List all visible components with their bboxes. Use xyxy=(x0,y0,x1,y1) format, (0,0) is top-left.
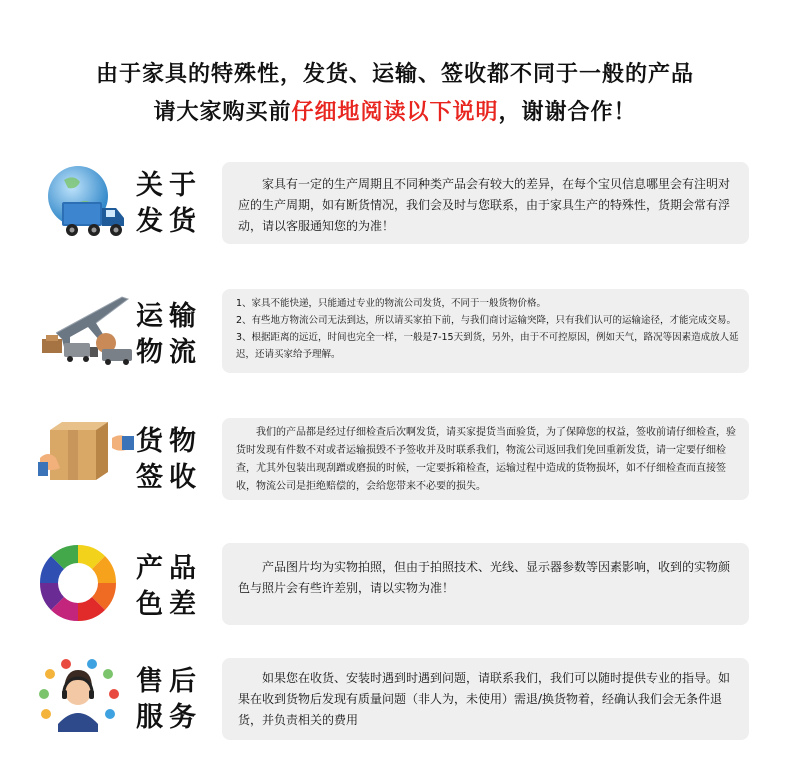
airplane-cargo-icon xyxy=(36,289,136,389)
section-title xyxy=(136,664,206,736)
info-text-1: 1、家具不能快递，只能通过专业的物流公司发货，不同于一般货物价格。 xyxy=(236,298,547,309)
page-header xyxy=(0,58,790,130)
title-bottom: 服务 xyxy=(136,702,202,733)
package-handover-icon xyxy=(36,418,136,518)
info-box xyxy=(222,658,749,740)
section-title xyxy=(136,424,206,496)
section-receipt xyxy=(0,418,790,518)
title-bottom: 色差 xyxy=(136,589,202,620)
info-box xyxy=(222,289,749,373)
info-text-2: 2、有些地方物流公司无法到达，所以请买家拍下前，与我们商讨运输突降，只有我们认可的运输途径，才能完成交易。 xyxy=(236,315,737,326)
info-text: 产品图片均为实物拍照，但由于拍照技术、光线、显示器参数等因素影响，收到的实物颜色与照片会有些许差别，请以实物为准！ xyxy=(238,560,731,595)
section-after-sales xyxy=(0,658,790,758)
title-top: 产品 xyxy=(136,553,202,584)
title-bottom: 发货 xyxy=(136,206,202,237)
title-bottom: 签收 xyxy=(136,462,202,493)
title-bottom: 物流 xyxy=(136,337,202,368)
color-wheel-icon xyxy=(36,543,136,643)
info-text: 我们的产品都是经过仔细检查后次啊发货，请买家提货当面验货，为了保障您的权益，签收前请仔细检查，验货时发现有件数不对或者运输损毁不予签收并及时联系我们，物流公司返回我们免回重新发货，请一定要仔细检查，尤其外包装出现刮蹭或磨损的时候，一定要拆箱检查，运输过程中造成的货物损坏，如不仔细检查而直接签收，物流公司是拒绝赔偿的，会给您带来不必要的损失。 xyxy=(236,427,736,492)
delivery-truck-globe-icon xyxy=(36,162,136,262)
title-top: 关于 xyxy=(136,170,202,201)
section-logistics xyxy=(0,289,790,389)
info-box xyxy=(222,543,749,625)
header-line-2 xyxy=(0,96,790,130)
title-top: 货物 xyxy=(136,426,202,457)
section-title xyxy=(136,299,206,371)
section-title xyxy=(136,168,206,240)
info-box xyxy=(222,162,749,244)
info-text: 如果您在收货、安装时遇到时遇到问题，请联系我们，我们可以随时提供专业的指导。如果在收到货物后发现有质量问题（非人为，未使用）需退/换货物着，经确认我们会无条件退货，并负责相关的费用 xyxy=(238,671,731,727)
header-line-2-suffix: ，谢谢合作！ xyxy=(498,100,637,125)
header-highlight: 仔细地阅读以下说明 xyxy=(291,100,499,125)
header-line-2-prefix: 请大家购买前 xyxy=(153,100,292,125)
title-top: 运输 xyxy=(136,301,202,332)
info-box xyxy=(222,418,749,500)
header-line-1: 由于家具的特殊性，发货、运输、签收都不同于一般的产品 xyxy=(95,62,694,87)
title-top: 售后 xyxy=(136,666,202,697)
section-shipping xyxy=(0,162,790,262)
info-text-3: 3、根据距离的远近，时间也完全一样，一般是7-15天到货，另外，由于不可控原因，例如天气，路况等因素造成放人延迟，还请买家给予理解。 xyxy=(236,332,739,360)
info-text: 家具有一定的生产周期且不同种类产品会有较大的差异，在每个宝贝信息哪里会有注明对应的生产周期，如有断货情况，我们会及时与您联系，由于家具生产的特殊性，货期会常有浮动，请以客服通知您的为准！ xyxy=(238,177,731,233)
customer-service-agent-icon xyxy=(36,658,136,758)
section-color-difference xyxy=(0,543,790,643)
section-title xyxy=(136,551,206,623)
